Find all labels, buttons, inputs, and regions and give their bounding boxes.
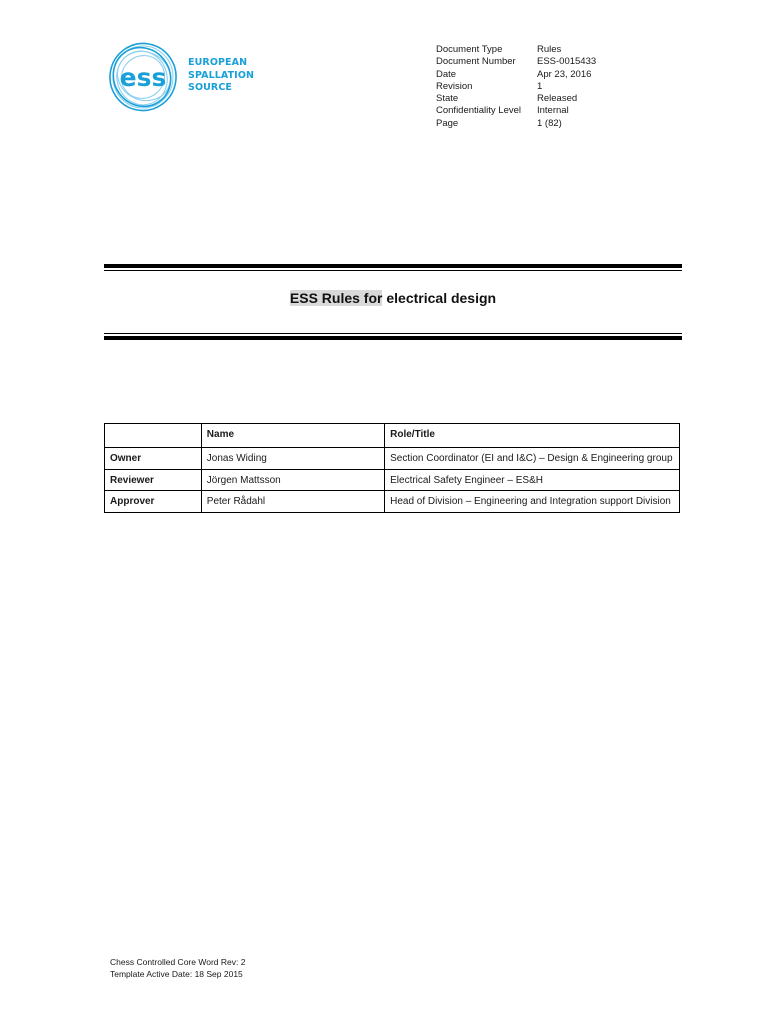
page-footer — [110, 956, 245, 980]
ess-logo-mark: ess — [119, 63, 167, 92]
table-header-row — [105, 424, 680, 448]
table-header-cell — [105, 424, 202, 448]
logo-line-1: EUROPEAN — [188, 57, 248, 68]
meta-value: ESS-0015433 — [537, 56, 597, 68]
table-cell-role: Approver — [105, 491, 202, 513]
footer-line-template-date: Template Active Date: 18 Sep 2015 — [110, 969, 243, 979]
document-title-rest: electrical design — [382, 290, 497, 306]
meta-row-document-type — [436, 44, 596, 56]
meta-key: State — [436, 93, 459, 105]
meta-row-document-number — [436, 56, 596, 68]
meta-value: Apr 23, 2016 — [537, 68, 592, 80]
meta-value: 1 — [537, 80, 543, 92]
logo-line-3: SOURCE — [188, 82, 233, 93]
meta-row-confidentiality-level — [436, 105, 596, 117]
table-cell-title: Electrical Safety Engineer – ES&H — [385, 469, 680, 491]
table-header-role-title: Role/Title — [385, 424, 680, 448]
table-cell-title: Head of Division – Engineering and Integration support Division — [385, 491, 680, 513]
document-title — [104, 288, 682, 308]
meta-row-date — [436, 69, 596, 81]
title-rule-bottom — [104, 336, 682, 340]
ess-logo-emblem-icon — [106, 40, 186, 114]
table-cell-role: Reviewer — [105, 469, 202, 491]
table-cell-name: Peter Rådahl — [201, 491, 384, 513]
table-cell-title: Section Coordinator (EI and I&C) – Design & Engineering group — [385, 448, 680, 470]
table-row-approver — [105, 491, 680, 513]
title-rule-top-thin — [104, 270, 682, 271]
document-metadata — [436, 44, 596, 130]
meta-key: Document Number — [436, 56, 516, 68]
meta-key: Document Type — [436, 44, 503, 55]
title-rule-bottom-thin — [104, 333, 682, 334]
meta-key: Confidentiality Level — [436, 105, 522, 117]
table-cell-name: Jonas Widing — [201, 448, 384, 470]
meta-row-page — [436, 118, 596, 130]
footer-line-template-revision: Chess Controlled Core Word Rev: 2 — [110, 957, 246, 967]
table-cell-name: Jörgen Mattsson — [201, 469, 384, 491]
approval-table — [104, 423, 680, 513]
ess-logo-wordmark — [188, 57, 254, 95]
meta-key: Revision — [436, 80, 473, 92]
logo-line-2: SPALLATION — [188, 69, 255, 81]
document-title-highlighted: ESS Rules for — [289, 290, 383, 306]
meta-value: Rules — [537, 44, 562, 55]
table-row-reviewer — [105, 469, 680, 491]
table-header-name: Name — [201, 424, 384, 448]
meta-value: Released — [537, 93, 578, 105]
meta-row-state — [436, 93, 596, 105]
meta-value: 1 (82) — [537, 117, 562, 129]
meta-key: Date — [436, 68, 457, 80]
title-rule-top — [104, 264, 682, 268]
table-cell-role: Owner — [105, 448, 202, 470]
table-row-owner — [105, 448, 680, 470]
ess-logo — [106, 40, 256, 114]
meta-row-revision — [436, 81, 596, 93]
meta-value: Internal — [537, 105, 569, 117]
meta-key: Page — [436, 117, 459, 129]
